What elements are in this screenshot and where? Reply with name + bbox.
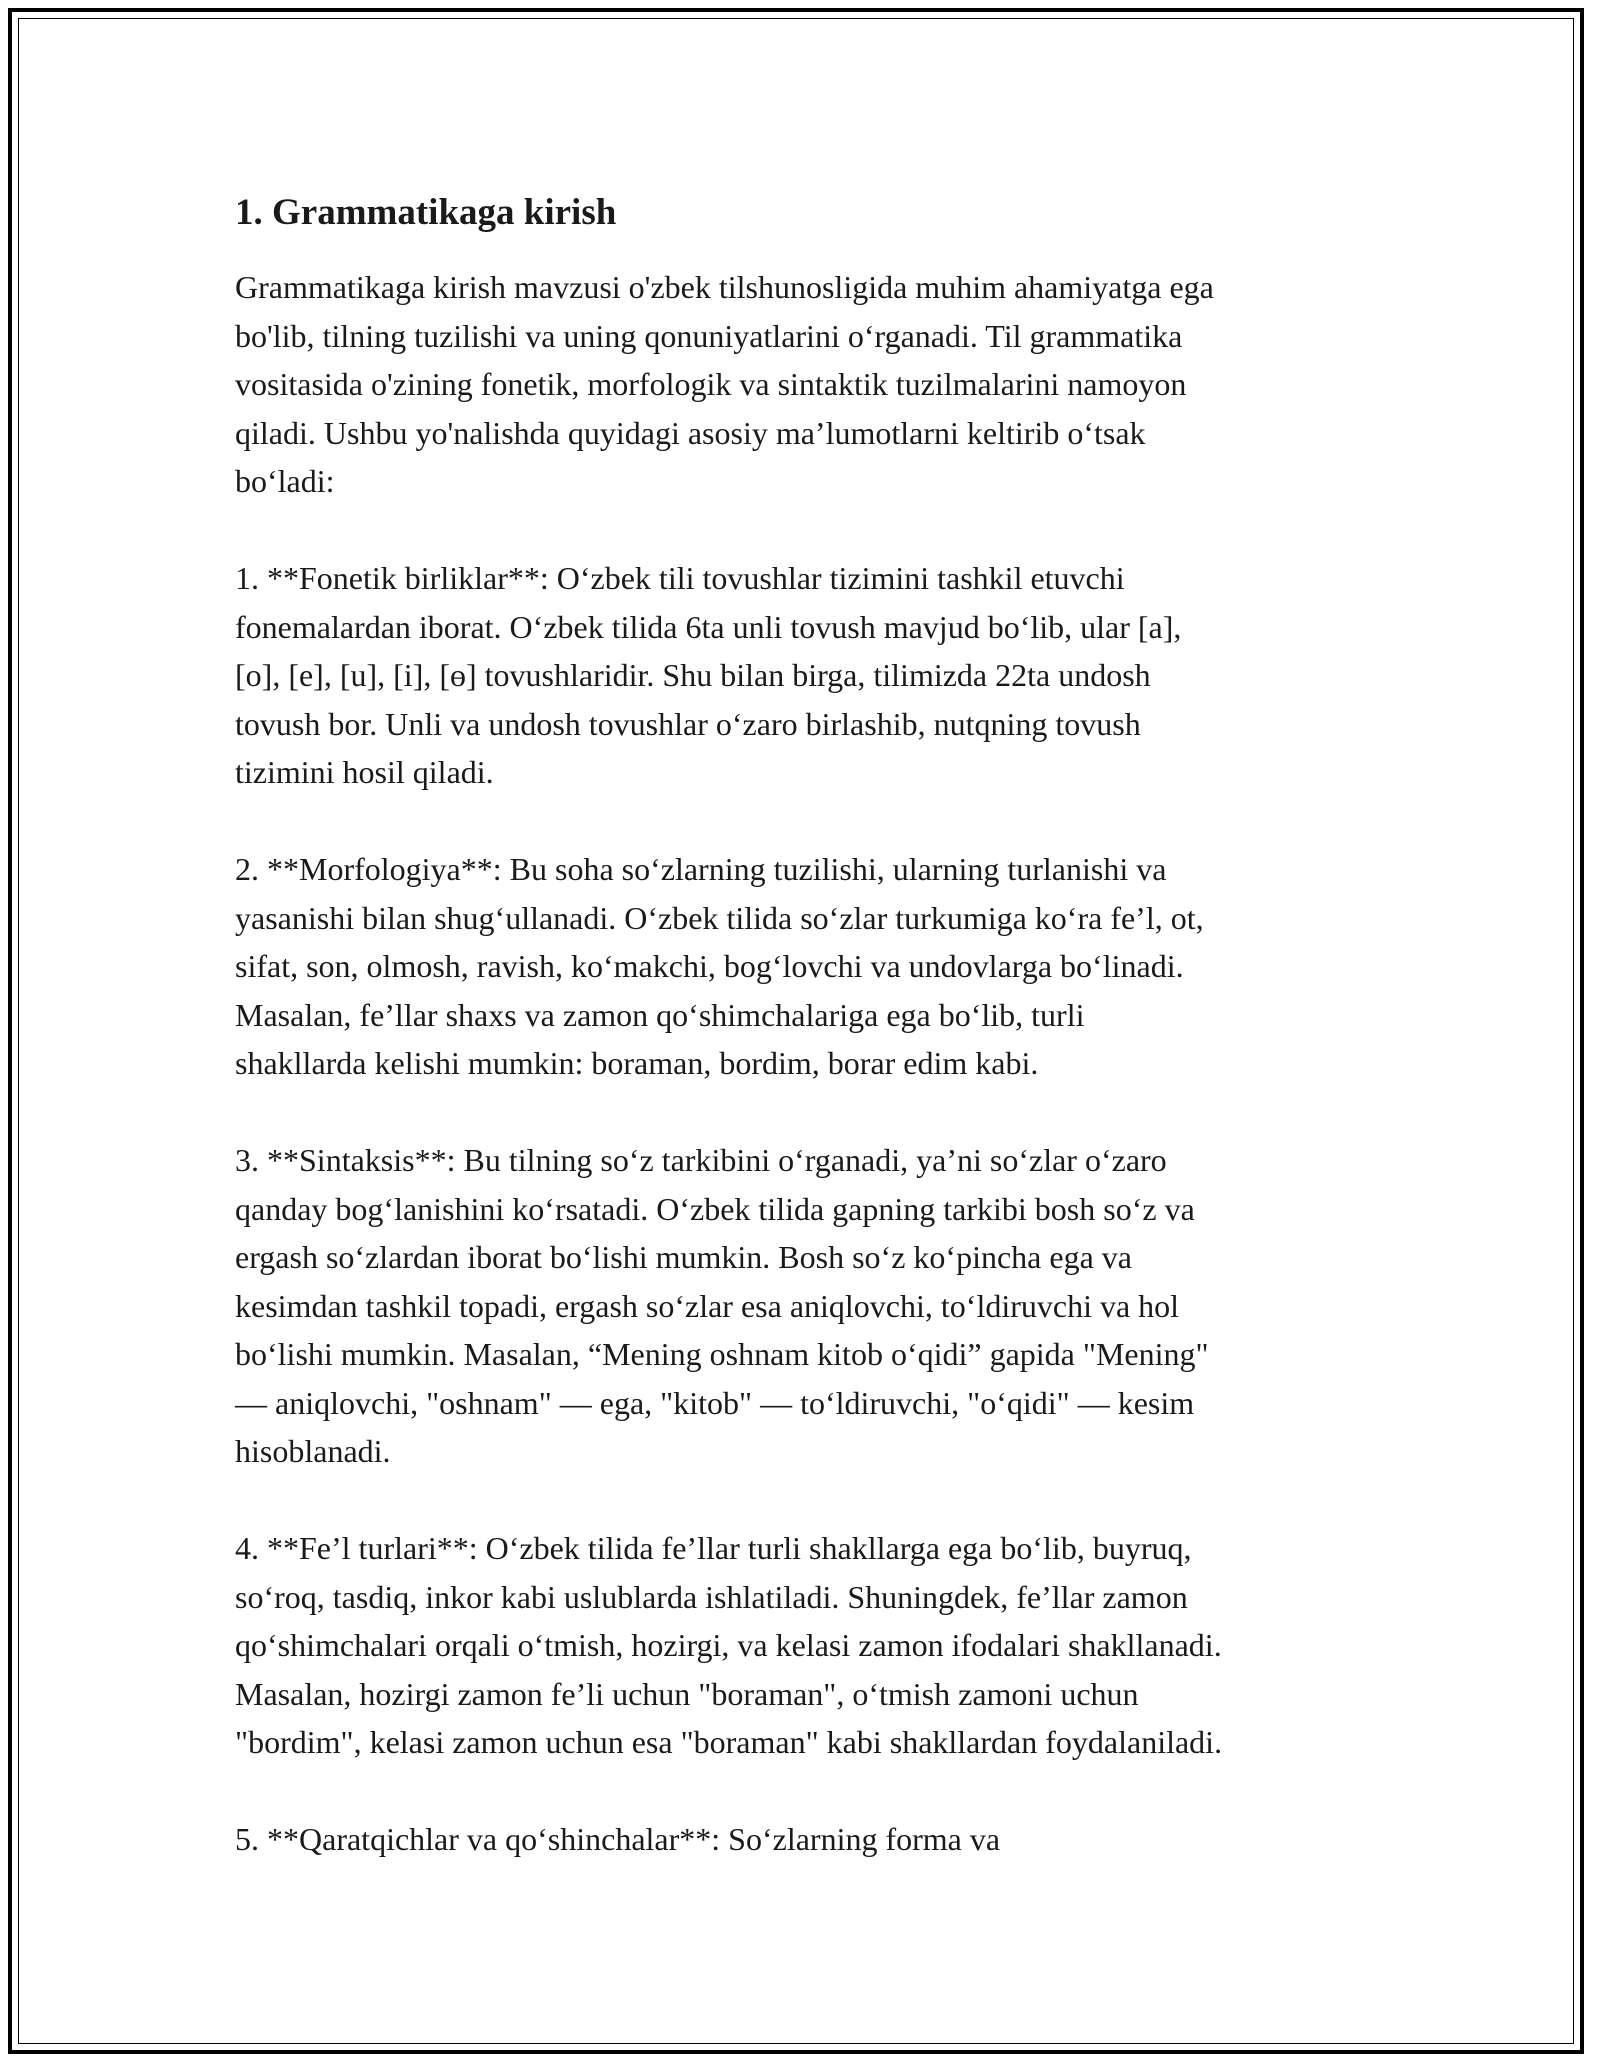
document-body <box>235 185 1385 1912</box>
section-heading: 1. Grammatikaga kirish <box>235 192 617 233</box>
paragraph <box>235 845 1385 1088</box>
paragraph-line: [o], [e], [u], [i], [ɵ] tovushlaridir. Shu bilan birga, tilimizda 22ta undosh <box>235 657 1151 693</box>
paragraph-line: Masalan, fe’llar shaxs va zamon qo‘shimchalariga ega bo‘lib, turli <box>235 996 1085 1033</box>
paragraph-line: 4. **Fe’l turlari**: O‘zbek tilida fe’llar turli shakllarga ega bo‘lib, buyruq, <box>235 1530 1192 1566</box>
paragraph-line: qanday bog‘lanishini ko‘rsatadi. O‘zbek tilida gapning tarkibi bosh so‘z va <box>235 1190 1195 1227</box>
paragraph-line: shakllarda kelishi mumkin: boraman, bordim, borar edim kabi. <box>235 1045 1039 1081</box>
paragraph-line: Grammatikaga kirish mavzusi o'zbek tilshunosligida muhim ahamiyatga ega <box>235 269 1214 305</box>
paragraph-line: bo‘lishi mumkin. Masalan, “Mening oshnam kitob o‘qidi” gapida "Mening" <box>235 1336 1209 1372</box>
paragraph <box>235 1815 1385 1864</box>
paragraph-line: ergash so‘zlardan iborat bo‘lishi mumkin. Bosh so‘z ko‘pincha ega va <box>235 1239 1132 1275</box>
paragraph-list <box>235 263 1385 1864</box>
paragraph-line: Masalan, hozirgi zamon fe’li uchun "boraman", o‘tmish zamoni uchun <box>235 1675 1139 1712</box>
paragraph-line: "bordim", kelasi zamon uchun esa "boraman" kabi shakllardan foydalaniladi. <box>235 1724 1223 1760</box>
paragraph <box>235 554 1385 797</box>
paragraph-line: 1. **Fonetik birliklar**: O‘zbek tili tovushlar tizimini tashkil etuvchi <box>235 560 1125 596</box>
paragraph-line: kesimdan tashkil topadi, ergash so‘zlar esa aniqlovchi, to‘ldiruvchi va hol <box>235 1287 1180 1324</box>
paragraph-line: hisoblanadi. <box>235 1433 391 1469</box>
paragraph-line: 3. **Sintaksis**: Bu tilning so‘z tarkibini o‘rganadi, ya’ni so‘zlar o‘zaro <box>235 1142 1167 1178</box>
paragraph-line: 5. **Qaratqichlar va qo‘shinchalar**: So‘zlarning forma va <box>235 1821 1001 1857</box>
paragraph <box>235 1524 1385 1767</box>
paragraph-line: sifat, son, olmosh, ravish, ko‘makchi, bog‘lovchi va undovlarga bo‘linadi. <box>235 948 1184 984</box>
paragraph-line: qo‘shimchalari orqali o‘tmish, hozirgi, va kelasi zamon ifodalari shakllanadi. <box>235 1627 1222 1663</box>
paragraph-line: fonemalardan iborat. O‘zbek tilida 6ta unli tovush mavjud bo‘lib, ular [a], <box>235 608 1182 645</box>
paragraph-line: so‘roq, tasdiq, inkor kabi uslublarda ishlatiladi. Shuningdek, fe’llar zamon <box>235 1578 1188 1615</box>
paragraph-line: bo‘ladi: <box>235 463 335 499</box>
paragraph <box>235 1136 1385 1476</box>
paragraph-line: bo'lib, tilning tuzilishi va uning qonuniyatlarini o‘rganadi. Til grammatika <box>235 317 1183 354</box>
paragraph-line: 2. **Morfologiya**: Bu soha so‘zlarning tuzilishi, ularning turlanishi va <box>235 851 1167 887</box>
paragraph-line: tizimini hosil qiladi. <box>235 754 494 790</box>
paragraph-line: qiladi. Ushbu yo'nalishda quyidagi asosiy ma’lumotlarni keltirib o‘tsak <box>235 414 1146 451</box>
paragraph-line: — aniqlovchi, "oshnam" — ega, "kitob" — to‘ldiruvchi, "o‘qidi" — kesim <box>235 1384 1195 1421</box>
paragraph-line: vositasida o'zining fonetik, morfologik va sintaktik tuzilmalarini namoyon <box>235 366 1187 402</box>
paragraph <box>235 263 1385 506</box>
paragraph-line: tovush bor. Unli va undosh tovushlar o‘zaro birlashib, nutqning tovush <box>235 705 1141 742</box>
paragraph-line: yasanishi bilan shug‘ullanadi. O‘zbek tilida so‘zlar turkumiga ko‘ra fe’l, ot, <box>235 899 1204 936</box>
